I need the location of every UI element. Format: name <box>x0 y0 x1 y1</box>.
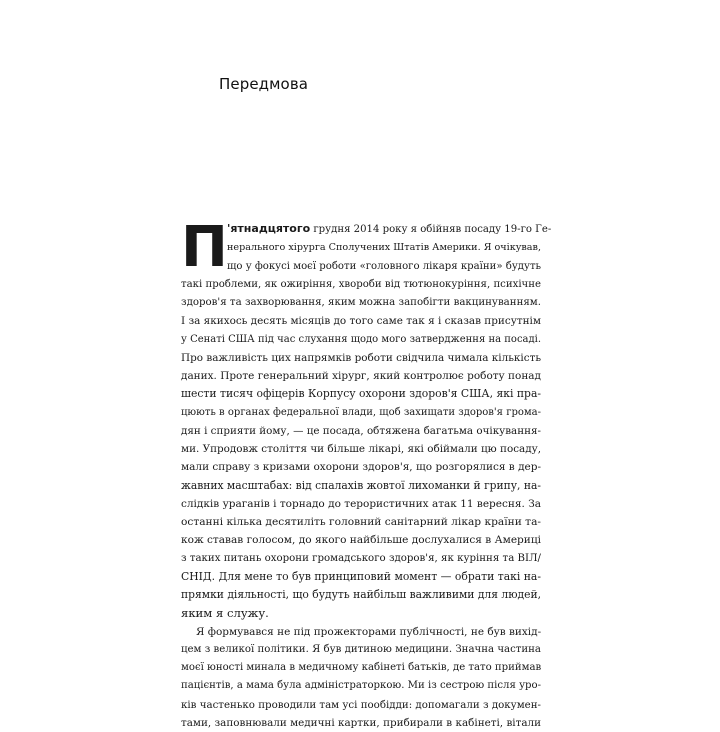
drop-cap: П <box>181 223 228 273</box>
text-line: ми. Упродовж століття чи більше лікарі, які обіймали цю посаду, <box>181 440 541 458</box>
text-line: даних. Проте генеральний хірург, який контролює роботу понад <box>181 367 541 385</box>
text-line: 'ятнадцятого грудня 2014 року я обійняв посаду 19-го Ге- <box>181 220 541 239</box>
text-line: яким я служу. <box>181 604 541 622</box>
text-line: тами, заповнювали медичні картки, прибирали в кабінеті, вітали <box>181 714 541 732</box>
text-line: моєї юності минала в медичному кабінеті батьків, де тато приймав <box>181 659 541 677</box>
text-line: нерального хірурга Сполучених Штатів Америки. Я очікував, <box>181 239 541 257</box>
text-line: з таких питань охорони громадського здоров'я, як куріння та ВІЛ/ <box>181 550 541 568</box>
text-line: цем з великої політики. Я був дитиною медицини. Значна частина <box>181 641 541 659</box>
text-line: цюють в органах федеральної влади, щоб захищати здоров'я грома- <box>181 404 541 422</box>
body-text <box>181 220 541 732</box>
paragraph-1 <box>181 220 541 623</box>
text-line: слідків ураганів і торнадо до терористичних атак 11 вересня. За <box>181 495 541 513</box>
text-line: пацієнтів, а мама була адміністраторкою. Ми із сестрою після уро- <box>181 677 541 695</box>
text-line: такі проблеми, як ожиріння, хвороби від тютюнокуріння, психічне <box>181 276 541 294</box>
chapter-heading: Передмова <box>219 75 308 93</box>
paragraph-2 <box>181 623 541 732</box>
text-line: Про важливість цих напрямків роботи свідчила чимала кількість <box>181 349 541 367</box>
text-line: І за якихось десять місяців до того саме так я і сказав присутнім <box>181 312 541 330</box>
text-line: здоров'я та захворювання, яким можна запобігти вакцинуванням. <box>181 294 541 312</box>
text-line: Я формувався не під прожекторами публічності, не був вихід- <box>181 623 541 641</box>
text-line: жавних масштабах: від спалахів жовтої лихоманки й грипу, на- <box>181 477 541 495</box>
text-line: СНІД. Для мене то був принциповий момент — обрати такі на- <box>181 568 541 586</box>
lead-word: 'ятнадцятого <box>227 222 310 235</box>
text-line: що у фокусі моєї роботи «головного лікаря країни» будуть <box>181 258 541 276</box>
text-line: мали справу з кризами охорони здоров'я, що розгорялися в дер- <box>181 458 541 476</box>
text-line: прямки діяльності, що будуть найбільш важливими для людей, <box>181 586 541 604</box>
text-line: у Сенаті США під час слухання щодо мого затвердження на посаді. <box>181 331 541 349</box>
text-line: ків частенько проводили там усі пообідди: допомагали з докумен- <box>181 696 541 714</box>
text-line: кож ставав голосом, до якого найбільше дослухалися в Америці <box>181 531 541 549</box>
text-line: дян і сприяти йому, — це посада, обтяжена багатьма очікування- <box>181 422 541 440</box>
text-line: останні кілька десятиліть головний санітарний лікар країни та- <box>181 513 541 531</box>
text-line: шести тисяч офіцерів Корпусу охорони здоров'я США, які пра- <box>181 385 541 403</box>
